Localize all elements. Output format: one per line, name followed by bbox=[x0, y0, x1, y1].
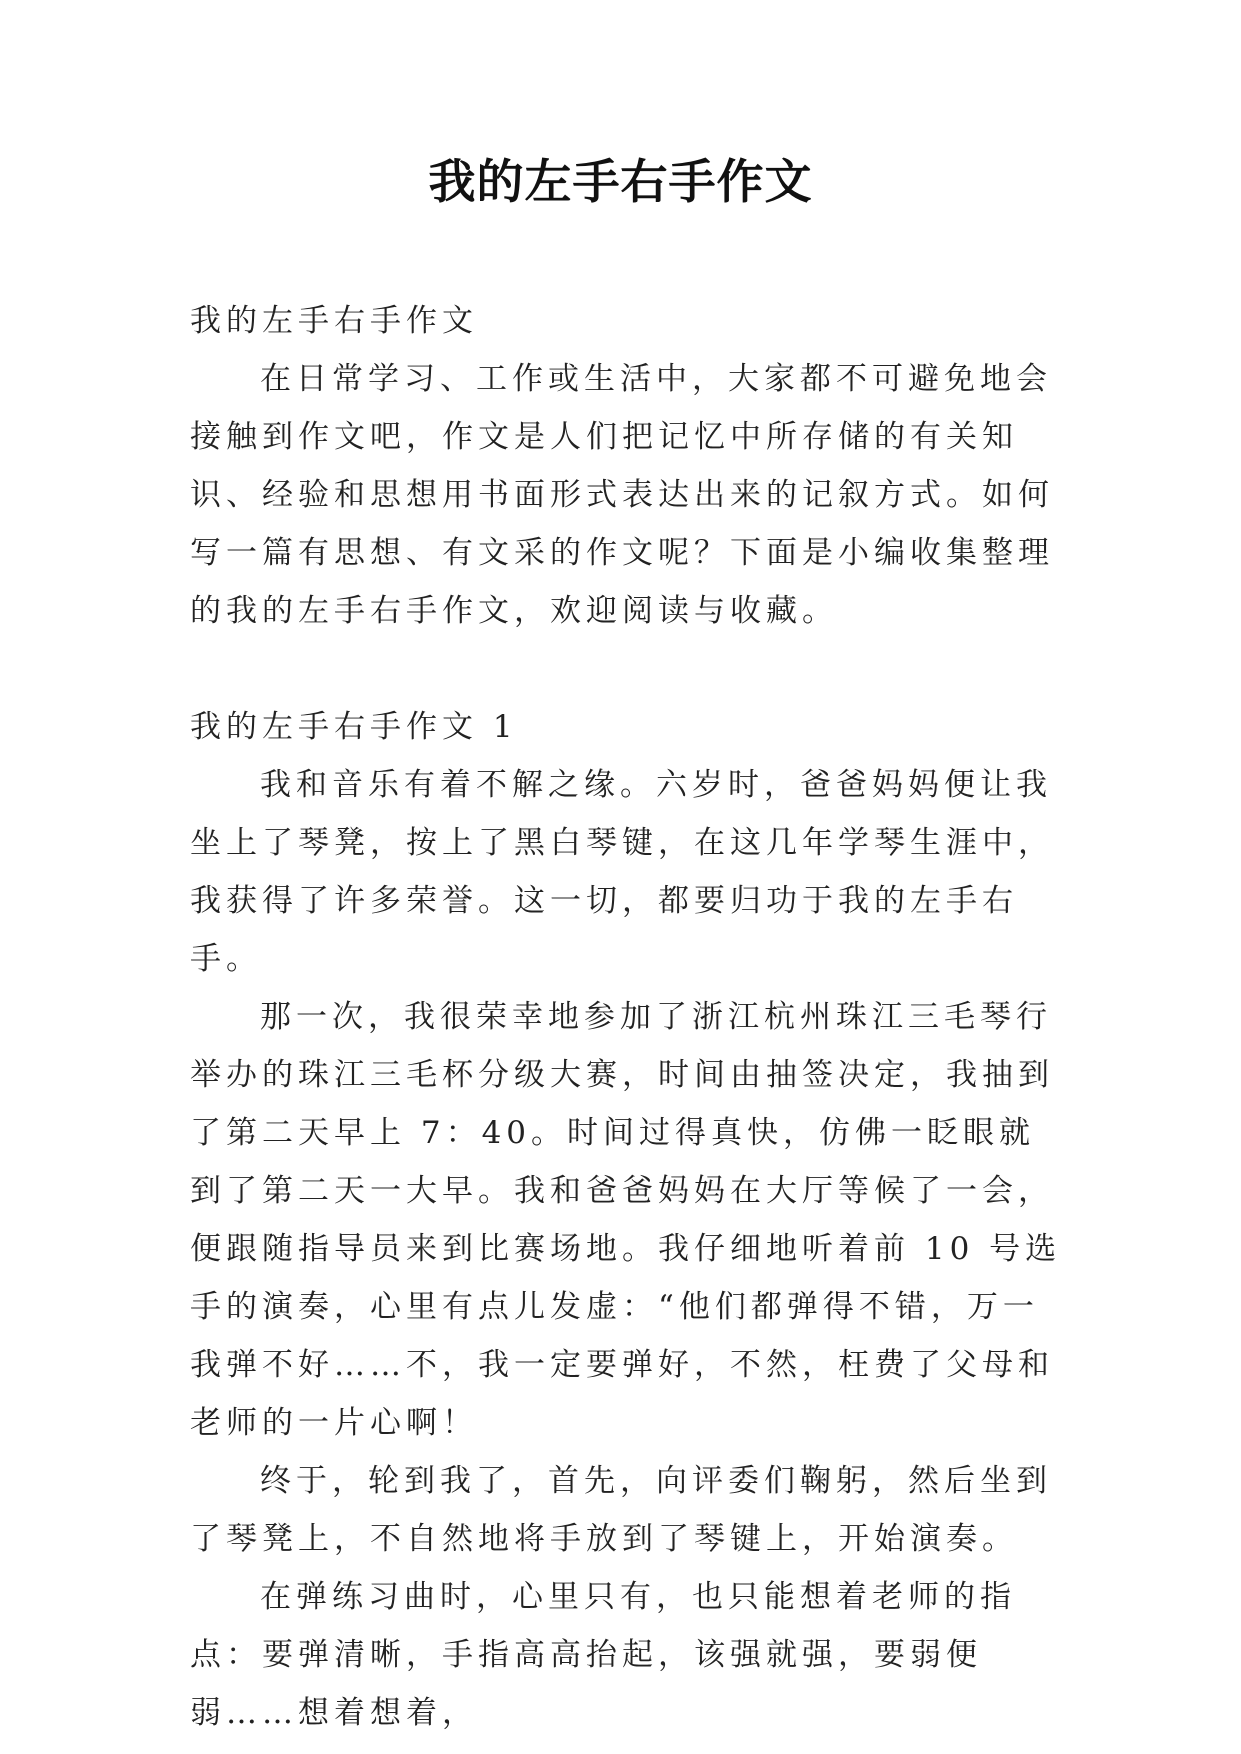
body-paragraph-3: 终于，轮到我了，首先，向评委们鞠躬，然后坐到了琴凳上，不自然地将手放到了琴键上，开始演奏。 bbox=[190, 1463, 1052, 1557]
section-spacer bbox=[190, 640, 1070, 698]
document-body bbox=[190, 292, 1070, 1742]
intro-heading: 我的左手右手作文 bbox=[190, 303, 478, 339]
body-paragraph-4: 在弹练习曲时，心里只有，也只能想着老师的指点：要弹清晰，手指高高抬起，该强就强，要弱便弱……想着想着， bbox=[190, 1579, 1016, 1731]
body-paragraph-2: 那一次，我很荣幸地参加了浙江杭州珠江三毛琴行举办的珠江三毛杯分级大赛，时间由抽签决定，我抽到了第二天早上 7：40。时间过得真快，仿佛一眨眼就到了第二天一大早。我和爸爸妈妈在大厅等候了一会，便跟随指导员来到比赛场地。我仔细地听着前 10 号选手的演奏，心里有点儿发虚：“他们都弹得不错，万一我弹不好……不，我一定要弹好，不然，枉费了父母和老师的一片心啊！ bbox=[190, 999, 1062, 1441]
intro-paragraph: 在日常学习、工作或生活中，大家都不可避免地会接触到作文吧，作文是人们把记忆中所存储的有关知识、经验和思想用书面形式表达出来的记叙方式。如何写一篇有思想、有文采的作文呢？下面是小编收集整理的我的左手右手作文，欢迎阅读与收藏。 bbox=[190, 361, 1054, 629]
body-paragraph-1: 我和音乐有着不解之缘。六岁时，爸爸妈妈便让我坐上了琴凳，按上了黑白琴键，在这几年学琴生涯中，我获得了许多荣誉。这一切，都要归功于我的左手右手。 bbox=[190, 767, 1054, 977]
section-heading: 我的左手右手作文 1 bbox=[190, 709, 518, 745]
document-title: 我的左手右手作文 bbox=[428, 155, 813, 210]
